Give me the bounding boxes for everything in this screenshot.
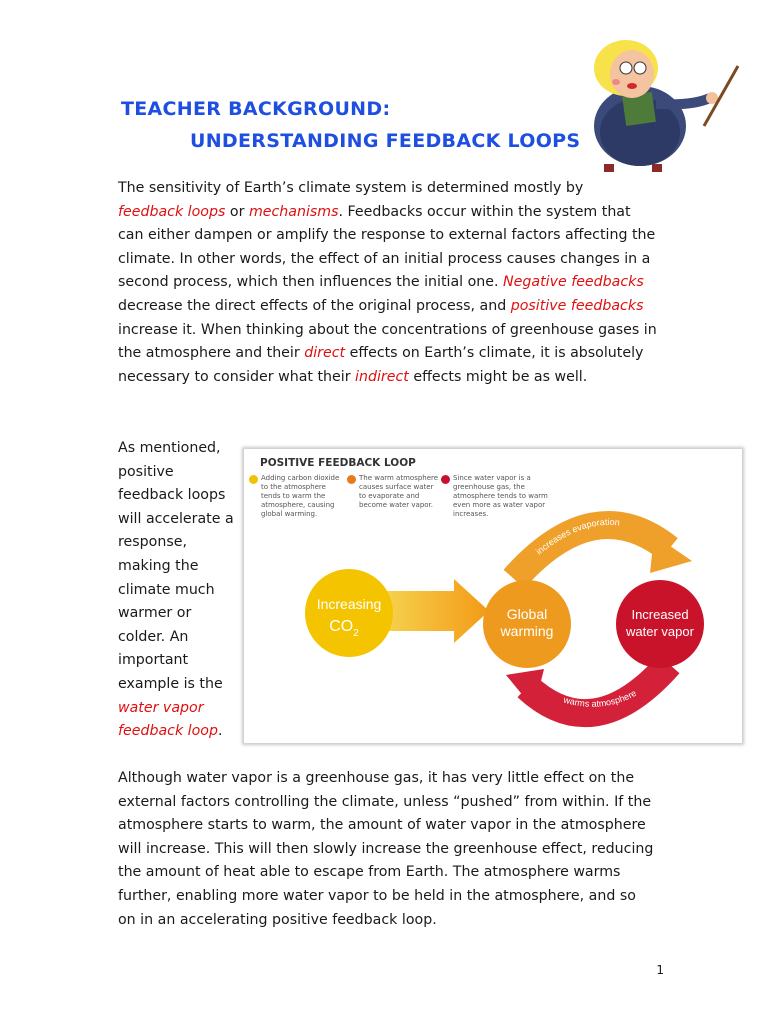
page-title-line2: UNDERSTANDING FEEDBACK LOOPS: [190, 130, 581, 152]
term-negative-feedbacks: Negative feedbacks: [503, 274, 644, 291]
term-direct: direct: [304, 345, 346, 362]
term-mechanisms: mechanisms: [248, 203, 339, 220]
arrow-bottom-label: warms atmosphere: [562, 687, 639, 709]
term-feedback-loops: feedback loops: [118, 203, 226, 220]
paragraph-text: As mentioned, positive feedback loops will accelerate a response, making the climate much warmer or colder. An important example is the: [118, 440, 234, 692]
continuation-paragraph: Although water vapor is a greenhouse gas, it has very little effect on the external factors controlling the climate, unless “pushed” from within. If the atmosphere starts to warm, the amount of water vapor in the atmosphere will increase. This will then slowly increase the greenhouse effect, reducing the amount of heat able to escape from Earth. The atmosphere warms further, enabling more water vapor to be held in the atmosphere, and so on in an accelerating positive feedback loop.: [118, 770, 654, 928]
paragraph-text: .: [218, 723, 223, 740]
feedback-loop-diagram: [244, 449, 742, 743]
feedback-loop-figure: [244, 449, 742, 743]
page-title-line1: TEACHER BACKGROUND:: [121, 98, 391, 120]
figure-note-1: Adding carbon dioxide to the atmosphere tends to warm the atmosphere, causing global warming.: [261, 474, 340, 518]
vapor-label-line1: Increased: [631, 607, 689, 622]
intro-paragraph: [118, 177, 658, 389]
co2-label-subscript: 2: [353, 628, 359, 639]
paragraph-text: The sensitivity of Earth’s climate system is determined mostly by: [118, 180, 584, 196]
term-positive-feedbacks: positive feedbacks: [510, 297, 644, 314]
term-indirect: indirect: [355, 368, 409, 385]
svg-text:water vapor: [625, 624, 695, 639]
co2-label-line2: CO: [329, 618, 354, 635]
figure-title: POSITIVE FEEDBACK LOOP: [260, 457, 416, 469]
co2-label-line1: Increasing: [316, 596, 382, 612]
figure-note-3: Since water vapor is a greenhouse gas, the atmosphere tends to warm even more as water vapor increases.: [453, 474, 548, 518]
svg-text:Increased: [631, 607, 688, 622]
paragraph-text: . Feedbacks occur within the system that can either dampen or amplify the response to external factors affecting the climate. In other words, the effect of an initial process causes changes in a second process, which then influences the initial one.: [118, 203, 656, 291]
page-number: 1: [656, 963, 664, 977]
paragraph-text: effects on Earth’s climate, it is absolutely necessary to consider what their: [118, 345, 644, 385]
paragraph-text: increase it. When thinking about the concentrations of greenhouse gases in the atmosphere and their: [118, 321, 657, 362]
paragraph-text: decrease the direct effects of the original process, and: [118, 297, 511, 314]
svg-text:Increasing: [317, 596, 382, 612]
teacher-cartoon-image: [582, 14, 748, 174]
svg-text:warming: [500, 623, 554, 639]
paragraph-text: or: [225, 203, 249, 220]
svg-text:Global: [507, 606, 547, 622]
global-label-line1: Global: [506, 606, 548, 622]
vapor-label-line2: water vapor: [626, 624, 694, 639]
side-paragraph: [118, 437, 238, 744]
circle-increasing-co2: [305, 569, 393, 657]
paragraph-text: effects might be as well.: [408, 368, 588, 385]
arrow-top-label: increases evaporation: [534, 516, 621, 557]
term-water-vapor-feedback-loop: water vapor feedback loop: [118, 699, 218, 740]
figure-note-2: The warm atmosphere causes surface water to evaporate and become water vapor.: [359, 474, 439, 509]
global-label-line2: warming: [500, 623, 554, 639]
